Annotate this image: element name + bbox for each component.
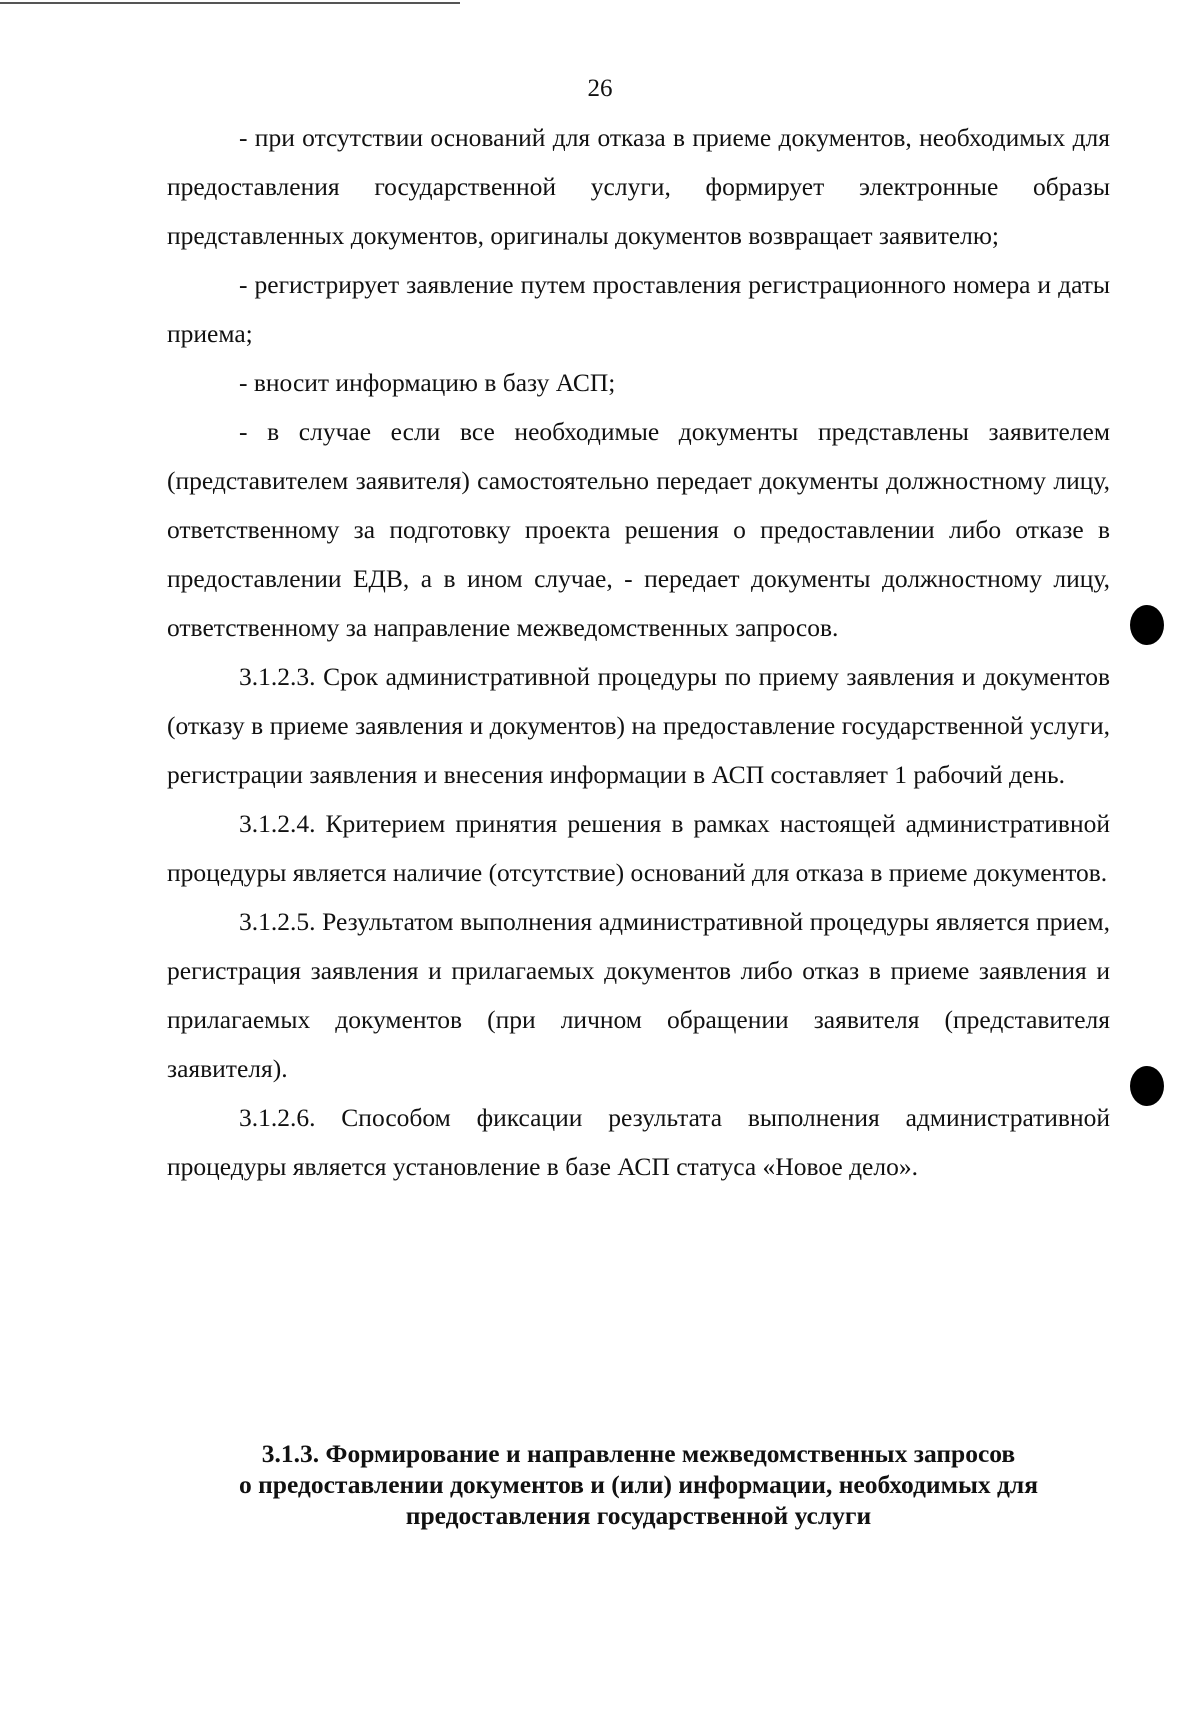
hole-punch-mark (1130, 605, 1164, 645)
paragraph-3-1-2-5: 3.1.2.5. Результатом выполнения административной процедуры является прием, регистрация заявления и прилагаемых документов либо отказ в приеме заявления и прилагаемых документов (при личном обращении заявителя (представителя заявителя). (167, 907, 1110, 1083)
top-rule (0, 2, 460, 4)
heading-line-3: предоставления государственной услуги (405, 1501, 872, 1530)
paragraph-3-1-2-4: 3.1.2.4. Критерием принятия решения в рамках настоящей административной процедуры является наличие (отсутствие) оснований для отказа в приеме документов. (167, 809, 1110, 887)
document-body (167, 113, 1110, 1191)
paragraph-asp-entry: - вносит информацию в базу АСП; (239, 368, 616, 397)
section-heading-3-1-3 (167, 1438, 1110, 1531)
paragraph-register: - регистрирует заявление путем проставления регистрационного номера и даты приема; (167, 270, 1110, 348)
paragraph-form-images: - при отсутствии оснований для отказа в приеме документов, необходимых для предоставления государственной услуги, формирует электронные образы представленных документов, оригиналы документов возвращает заявителю; (167, 123, 1110, 250)
page-number: 26 (587, 75, 613, 102)
heading-line-2: о предоставлении документов и (или) информации, необходимых для (238, 1470, 1039, 1499)
paragraph-transfer: - в случае если все необходимые документы представлены заявителем (представителем заявителя) самостоятельно передает документы должностному лицу, ответственному за подготовку проекта решения о предоставлении либо отказе в предоставлении ЕДВ, а в ином случае, - передает документы должностному лицу, ответственному за направление межведомственных запросов. (167, 417, 1110, 642)
hole-punch-mark (1130, 1066, 1164, 1106)
paragraph-3-1-2-3: 3.1.2.3. Срок административной процедуры по приему заявления и документов (отказу в приеме заявления и документов) на предоставление государственной услуги, регистрации заявления и внесения информации в АСП составляет 1 рабочий день. (167, 662, 1110, 789)
paragraph-3-1-2-6: 3.1.2.6. Способом фиксации результата выполнения административной процедуры является установление в базе АСП статуса «Новое дело». (167, 1103, 1110, 1181)
heading-line-1: 3.1.3. Формирование и направленне межведомственных запросов (261, 1439, 1016, 1468)
